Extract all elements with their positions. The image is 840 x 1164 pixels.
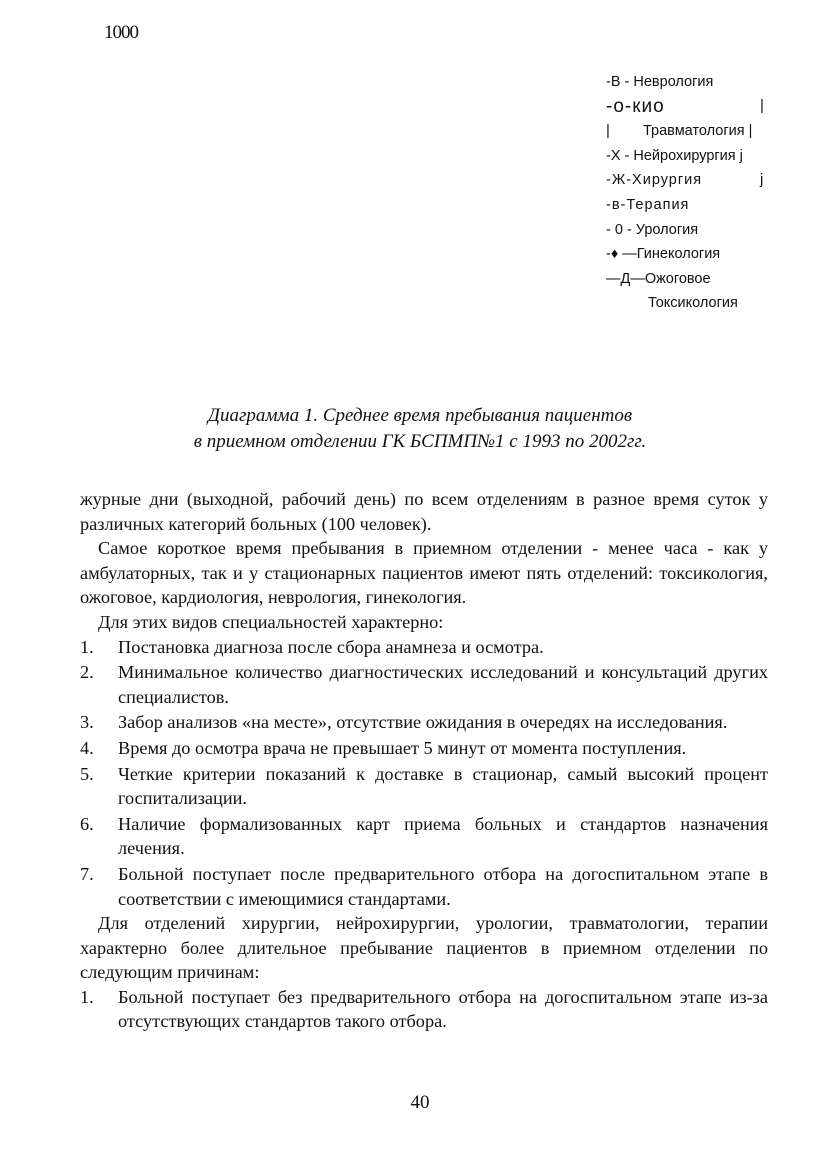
list-item-text: Забор анализов «на месте», отсутствие ожидания в очередях на исследования. <box>118 712 728 733</box>
legend-border-mark: | <box>606 122 610 140</box>
legend-entry: -♦ —Гинекология <box>606 246 721 263</box>
top-number: 1000 <box>104 22 138 43</box>
page-number: 40 <box>410 1092 430 1113</box>
legend-entry <box>606 119 753 144</box>
legend-entry-label: Травматология | <box>643 123 753 140</box>
caption-line: в приемном отделении ГК БСПМП№1 с 1993 по 2002гг. <box>193 431 647 452</box>
list-number: 6. <box>80 813 94 834</box>
list-number: 3. <box>80 712 94 733</box>
list-item-text: Постановка диагноза после сбора анамнеза и осмотра. <box>118 636 544 657</box>
list-item-text: Четкие критерии показаний к доставке в стационар, самый высокий процент госпитализации. <box>118 763 768 809</box>
list-item-text: Больной поступает без предварительного отбора на догоспитальном этапе из-за отсутствующих стандартов такого отбора. <box>118 986 768 1032</box>
list-item <box>80 862 768 911</box>
legend-entry: - 0 - Урология <box>606 221 699 238</box>
list-number: 7. <box>80 863 94 884</box>
legend-entry <box>606 168 765 193</box>
paragraph: журные дни (выходной, рабочий день) по всем отделениям в разное время суток у различных категорий больных (100 человек). <box>80 489 768 534</box>
list-item-text: Время до осмотра врача не превышает 5 минут от момента поступления. <box>118 737 687 758</box>
paragraph: Для отделений хирургии, нейрохирургии, урологии, травматологии, терапии характерно более длительное пребывание пациентов в приемном отделении по следующим причинам: <box>80 913 768 983</box>
paragraph: Для этих видов специальностей характерно: <box>98 611 444 632</box>
legend-entry-label: -Ж-Хирургия <box>606 172 703 189</box>
list-number: 1. <box>80 636 94 657</box>
legend-entry-label: -о-кио <box>606 95 665 117</box>
figure-caption <box>60 403 780 455</box>
list-number: 5. <box>80 763 94 784</box>
legend-entry <box>606 95 765 120</box>
list-item <box>80 710 768 735</box>
list-number: 4. <box>80 737 94 758</box>
paragraph: Самое короткое время пребывания в приемном отделении - менее часа - как у амбулаторных, так и у стационарных пациентов имеют пять отделений: токсикология, ожоговое, кардиология, неврология, гинекология. <box>80 538 768 608</box>
list-item <box>80 762 768 811</box>
numbered-list <box>80 635 768 912</box>
list-item-text: Больной поступает после предварительного отбора на догоспитальном этапе в соответствии с имеющимися стандартами. <box>118 863 768 909</box>
legend-entry: -В - Неврология <box>606 74 714 90</box>
body-text <box>80 487 768 1034</box>
caption-line: Диаграмма 1. Среднее время пребывания пациентов <box>207 405 633 426</box>
list-item <box>80 660 768 709</box>
list-item <box>80 985 768 1034</box>
legend-entry: -Х - Нейрохирургия j <box>606 147 743 164</box>
legend-border-mark: | <box>760 96 765 114</box>
numbered-list <box>80 985 768 1034</box>
list-number: 2. <box>80 662 94 683</box>
legend-entry: —Д—Ожоговое <box>606 270 711 287</box>
list-item-text: Наличие формализованных карт приема больных и стандартов назначения лечения. <box>118 813 768 859</box>
legend-border-mark: j <box>760 171 765 189</box>
legend-entry: Токсикология <box>648 295 738 312</box>
list-item <box>80 736 768 761</box>
list-item-text: Минимальное количество диагностических исследований и консультаций других специалистов. <box>118 662 768 707</box>
list-number: 1. <box>80 986 94 1007</box>
list-item <box>80 635 768 660</box>
legend-entry: -в-Терапия <box>606 196 690 213</box>
chart-legend <box>606 70 765 316</box>
list-item <box>80 812 768 861</box>
